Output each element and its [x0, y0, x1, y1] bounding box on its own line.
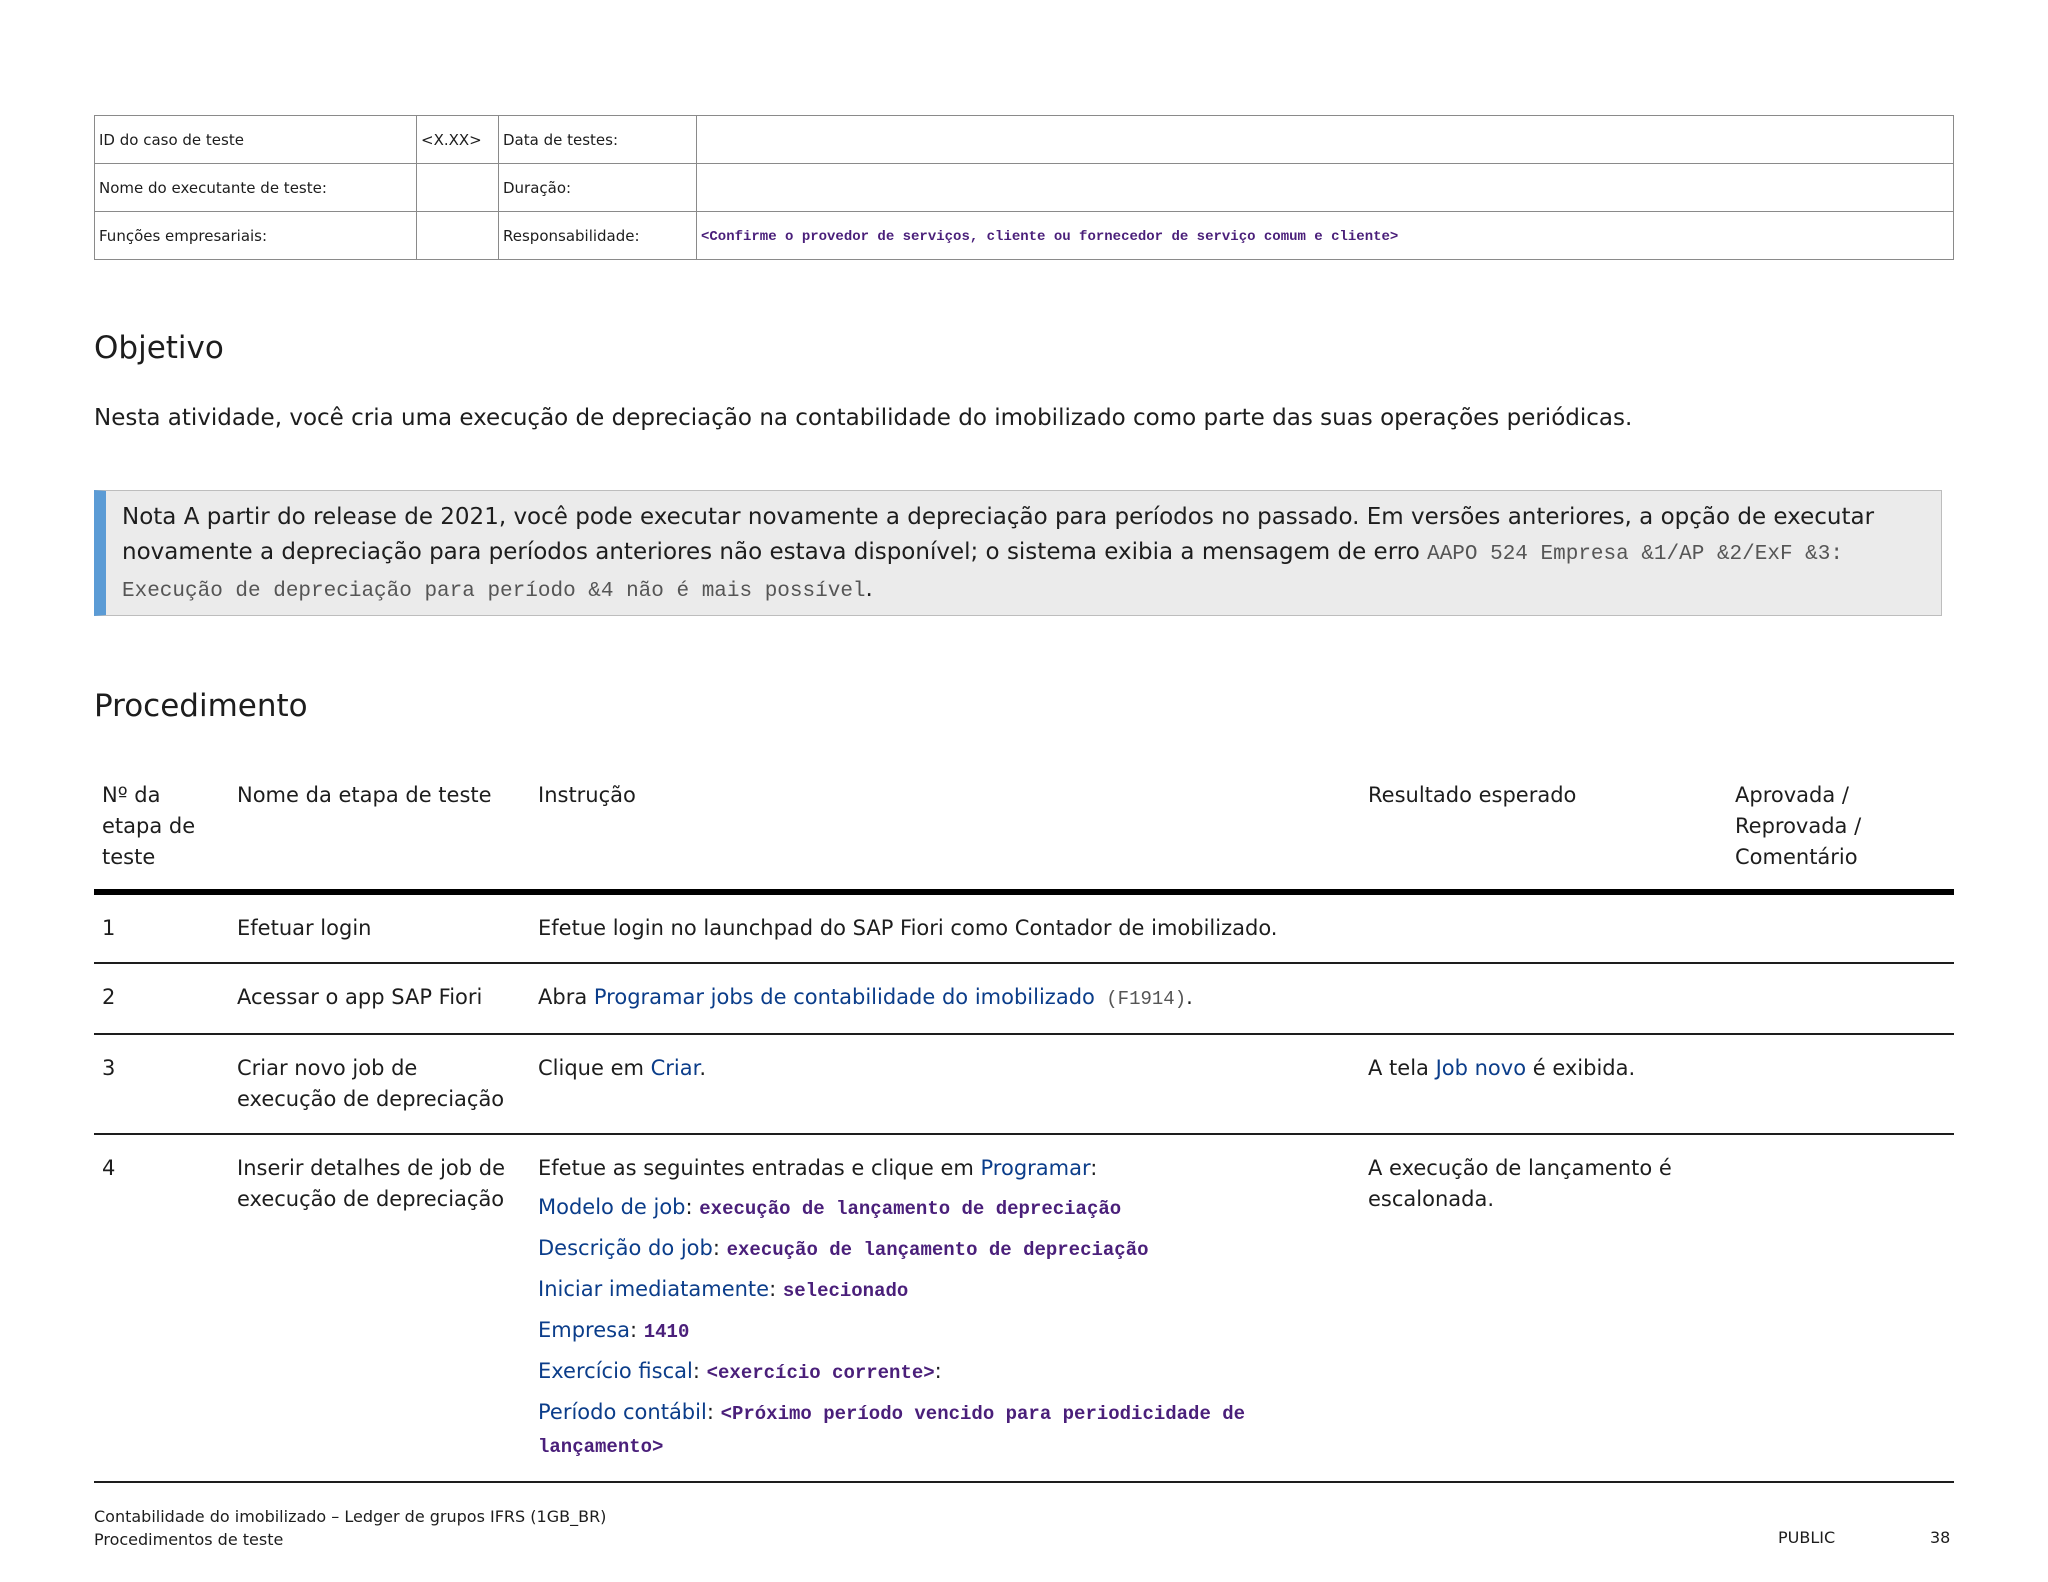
- col-pass-fail-comment: Aprovada / Reprovada / Comentário: [1727, 770, 1954, 892]
- test-case-info-table: [94, 115, 1954, 260]
- create-link[interactable]: Criar: [650, 1056, 700, 1080]
- field-entry-job-template: Modelo de job: execução de lançamento de depreciação: [538, 1195, 1122, 1220]
- footer-classification: PUBLIC: [1778, 1528, 1836, 1547]
- test-case-id-label: ID do caso de teste: [95, 116, 417, 164]
- instruction-end: .: [699, 1056, 707, 1080]
- instruction-end: :: [1090, 1156, 1098, 1180]
- table-row: [94, 1034, 1954, 1134]
- step-comment: [1727, 963, 1954, 1034]
- field-label: Iniciar imediatamente: [538, 1277, 770, 1301]
- step-name: Efetuar login: [229, 892, 530, 963]
- responsibility-value: [697, 212, 1954, 260]
- field-entry-posting-period: Período contábil: <Próximo período vencido para periodicidade de lançamento>: [538, 1400, 1246, 1458]
- step-comment: [1727, 892, 1954, 963]
- field-label: Empresa: [538, 1318, 630, 1342]
- field-value: <Próximo período vencido para periodicidade de lançamento>: [538, 1403, 1246, 1458]
- step-name: Inserir detalhes de job de execução de depreciação: [229, 1134, 530, 1482]
- objective-text: Nesta atividade, você cria uma execução de depreciação na contabilidade do imobilizado como parte das suas operações periódicas.: [94, 405, 1633, 431]
- step-result: [1360, 1034, 1727, 1134]
- field-label: Modelo de job: [538, 1195, 686, 1219]
- duration-value: [697, 164, 1954, 212]
- field-entry-company: Empresa: 1410: [538, 1318, 690, 1343]
- tester-name-label: Nome do executante de teste:: [95, 164, 417, 212]
- step-number: 2: [94, 963, 229, 1034]
- duration-label: Duração:: [499, 164, 697, 212]
- responsibility-label: Responsabilidade:: [499, 212, 697, 260]
- info-row: [95, 164, 1954, 212]
- step-comment: [1727, 1034, 1954, 1134]
- result-text: A tela: [1368, 1056, 1436, 1080]
- col-step-name: Nome da etapa de teste: [229, 770, 530, 892]
- field-value: selecionado: [782, 1280, 909, 1302]
- field-label: Exercício fiscal: [538, 1359, 693, 1383]
- procedure-header-row: [94, 770, 1954, 892]
- step-instruction: Efetue login no launchpad do SAP Fiori como Contador de imobilizado.: [530, 892, 1360, 963]
- field-value: execução de lançamento de depreciação: [699, 1198, 1122, 1220]
- footer-subtitle: Procedimentos de teste: [94, 1530, 284, 1549]
- table-row: [94, 892, 1954, 963]
- instruction-text: Efetue as seguintes entradas e clique em: [538, 1156, 981, 1180]
- field-value: execução de lançamento de depreciação: [726, 1239, 1149, 1261]
- test-date-value: [697, 116, 1954, 164]
- procedure-table: [94, 770, 1954, 1483]
- schedule-link[interactable]: Programar: [980, 1156, 1091, 1180]
- step-instruction: [530, 963, 1360, 1034]
- footer-title: Contabilidade do imobilizado – Ledger de grupos IFRS (1GB_BR): [94, 1507, 607, 1526]
- business-roles-label: Funções empresariais:: [95, 212, 417, 260]
- field-label: Período contábil: [538, 1400, 707, 1424]
- step-result: [1360, 892, 1727, 963]
- col-expected-result: Resultado esperado: [1360, 770, 1727, 892]
- objective-heading: Objetivo: [94, 330, 224, 366]
- step-result: [1360, 963, 1727, 1034]
- step-name: Acessar o app SAP Fiori: [229, 963, 530, 1034]
- step-number: 3: [94, 1034, 229, 1134]
- instruction-text: Abra: [538, 985, 594, 1009]
- table-row: [94, 963, 1954, 1034]
- field-value: <exercício corrente>: [706, 1362, 935, 1384]
- tester-name-value: [417, 164, 499, 212]
- field-entry-fiscal-year: Exercício fiscal: <exercício corrente>:: [538, 1359, 942, 1384]
- step-result: A execução de lançamento é escalonada.: [1360, 1134, 1727, 1482]
- result-end: é exibida.: [1526, 1056, 1636, 1080]
- col-instruction: Instrução: [530, 770, 1360, 892]
- app-link[interactable]: Programar jobs de contabilidade do imobilizado: [593, 985, 1095, 1009]
- step-instruction: [530, 1134, 1360, 1482]
- note-end: .: [865, 576, 873, 602]
- field-tail: :: [934, 1359, 942, 1383]
- info-row: [95, 116, 1954, 164]
- new-job-link[interactable]: Job novo: [1435, 1056, 1527, 1080]
- step-instruction: [530, 1034, 1360, 1134]
- step-name: Criar novo job de execução de depreciação: [229, 1034, 530, 1134]
- field-label: Descrição do job: [538, 1236, 713, 1260]
- field-entry-job-description: Descrição do job: execução de lançamento de depreciação: [538, 1236, 1149, 1261]
- step-comment: [1727, 1134, 1954, 1482]
- step-number: 1: [94, 892, 229, 963]
- app-id-code: (F1914): [1094, 988, 1187, 1010]
- note-error-code: AAPO 524 Empresa &1/AP &2/ExF &3: Execução de depreciação para período &4 não é mais possível: [122, 543, 1843, 603]
- field-value: 1410: [643, 1321, 690, 1343]
- business-roles-value: [417, 212, 499, 260]
- step-number: 4: [94, 1134, 229, 1482]
- test-date-label: Data de testes:: [499, 116, 697, 164]
- responsibility-placeholder: <Confirme o provedor de serviços, cliente ou fornecedor de serviço comum e cliente>: [701, 229, 1399, 245]
- instruction-text: Clique em: [538, 1056, 651, 1080]
- info-row: [95, 212, 1954, 260]
- procedure-heading: Procedimento: [94, 688, 308, 724]
- col-step-number: Nº da etapa de teste: [94, 770, 229, 892]
- test-case-id-value: <X.XX>: [417, 116, 499, 164]
- page-number: 38: [1930, 1528, 1951, 1547]
- note-box: [94, 490, 1942, 616]
- note-text: Nota A partir do release de 2021, você pode executar novamente a depreciação para períodos no passado. Em versões anteriores, a opção de executar novamente a depreciação para períodos anteriores não estava disponível; o sistema exibia a mensagem de erro: [122, 504, 1875, 565]
- instruction-line: [538, 1153, 1352, 1184]
- table-row: [94, 1134, 1954, 1482]
- field-entry-start-immediately: Iniciar imediatamente: selecionado: [538, 1277, 909, 1302]
- instruction-end: .: [1186, 985, 1193, 1009]
- footer-document-info: [94, 1505, 606, 1551]
